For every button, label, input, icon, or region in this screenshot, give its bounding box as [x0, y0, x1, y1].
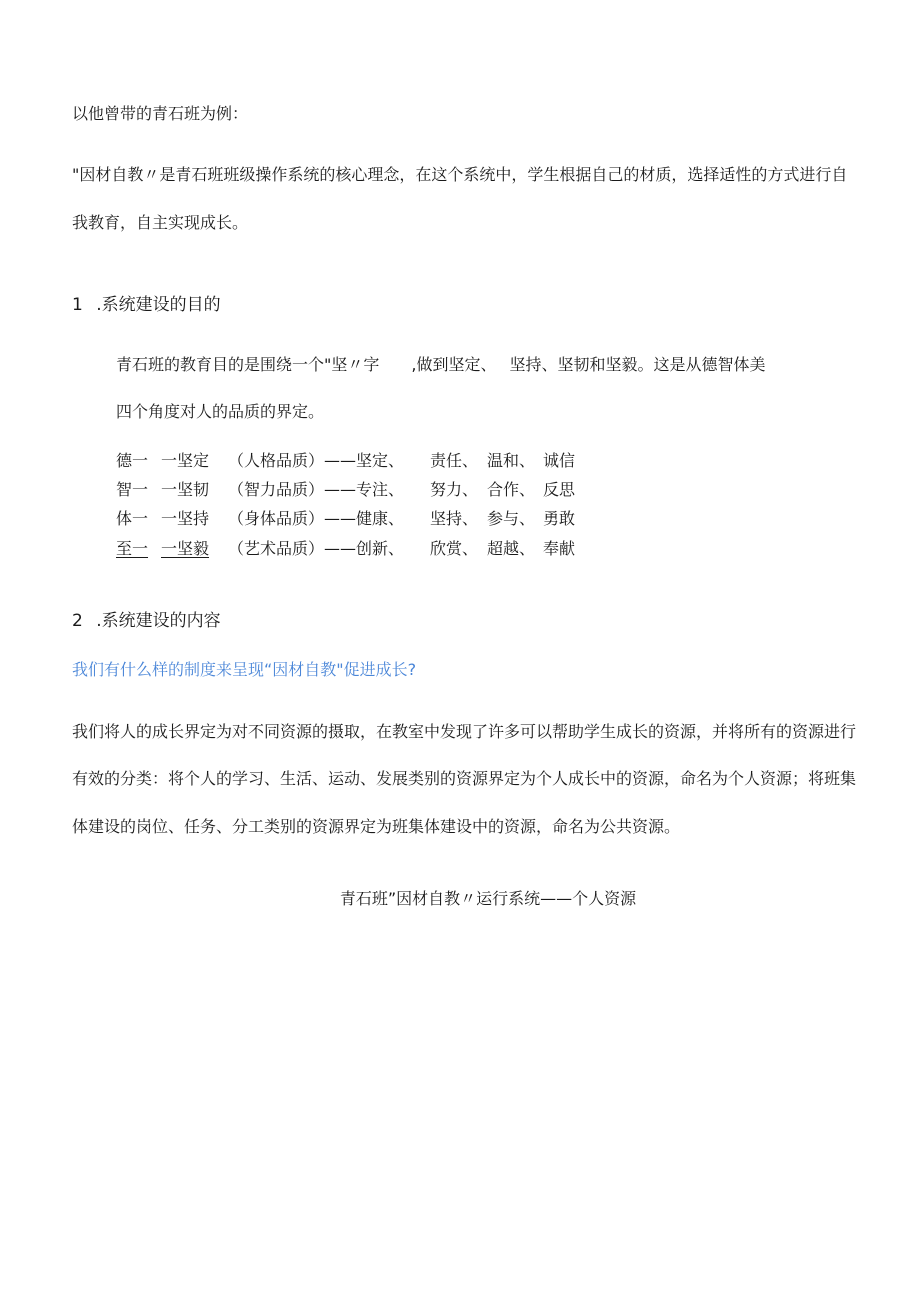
- row-item: 奉献: [543, 539, 576, 558]
- row-label: 智一: [116, 480, 149, 499]
- row-label: 体一: [116, 509, 149, 528]
- quality-row: [0, 450, 920, 472]
- row-item: 合作、: [487, 480, 536, 499]
- row-item: 努力、: [430, 480, 479, 499]
- quality-row: [0, 538, 920, 560]
- row-item: 欣赏、: [430, 539, 479, 558]
- row-item: 反思: [543, 480, 576, 499]
- row-category: （智力品质）——专注、: [228, 480, 405, 499]
- row-item: 勇敢: [543, 509, 576, 528]
- paragraph-line: "因材自教〃是青石班班级操作系统的核心理念，在这个系统中，学生根据自己的材质，选择适性的方式进行自: [72, 165, 848, 184]
- row-item: 参与、: [487, 509, 536, 528]
- row-label: 德一: [116, 451, 149, 470]
- paragraph-line: 我们将人的成长界定为对不同资源的摄取，在教室中发现了许多可以帮助学生成长的资源，并将所有的资源进行: [72, 722, 857, 741]
- row-category: （人格品质）——坚定、: [228, 451, 405, 470]
- row-item: 责任、: [430, 451, 479, 470]
- paragraph-line: 有效的分类：将个人的学习、生活、运动、发展类别的资源界定为个人成长中的资源，命名为个人资源；将班集: [72, 769, 857, 788]
- section-number: 1: [72, 295, 83, 315]
- row-item: 温和、: [487, 451, 536, 470]
- row-item: 超越、: [487, 539, 536, 558]
- paragraph-line: 我教育，自主实现成长。: [72, 213, 249, 232]
- section-number: 2: [72, 611, 83, 631]
- section-title: .系统建设的目的: [96, 295, 221, 315]
- row-quality: 一坚韧: [161, 480, 210, 499]
- row-label: 至一: [116, 539, 149, 558]
- row-category: （身体品质）——健康、: [228, 509, 405, 528]
- row-quality: 一坚定: [161, 451, 210, 470]
- figure-caption: 青石班”因材自教〃运行系统——个人资源: [339, 889, 637, 908]
- paragraph-line: 四个角度对人的品质的界定。: [116, 402, 325, 421]
- quality-row: [0, 479, 920, 501]
- row-category: （艺术品质）——创新、: [228, 539, 405, 558]
- row-quality: 一坚持: [161, 509, 210, 528]
- section-question: 我们有什么样的制度来呈现“因材自教"促进成长?: [72, 660, 417, 679]
- section-heading-1: [72, 294, 221, 316]
- row-item: 坚持、: [430, 509, 479, 528]
- paragraph-line: 青石班的教育目的是围绕一个"坚〃字 ,做到坚定、 坚持、坚韧和坚毅。这是从德智体美: [116, 355, 766, 374]
- row-item: 诚信: [543, 451, 576, 470]
- section-title: .系统建设的内容: [96, 611, 221, 631]
- row-quality: 一坚毅: [161, 539, 210, 558]
- section-heading-2: [72, 610, 221, 632]
- intro-line: 以他曾带的青石班为例：: [72, 104, 249, 123]
- quality-row: [0, 508, 920, 530]
- paragraph-line: 体建设的岗位、任务、分工类别的资源界定为班集体建设中的资源，命名为公共资源。: [72, 817, 681, 836]
